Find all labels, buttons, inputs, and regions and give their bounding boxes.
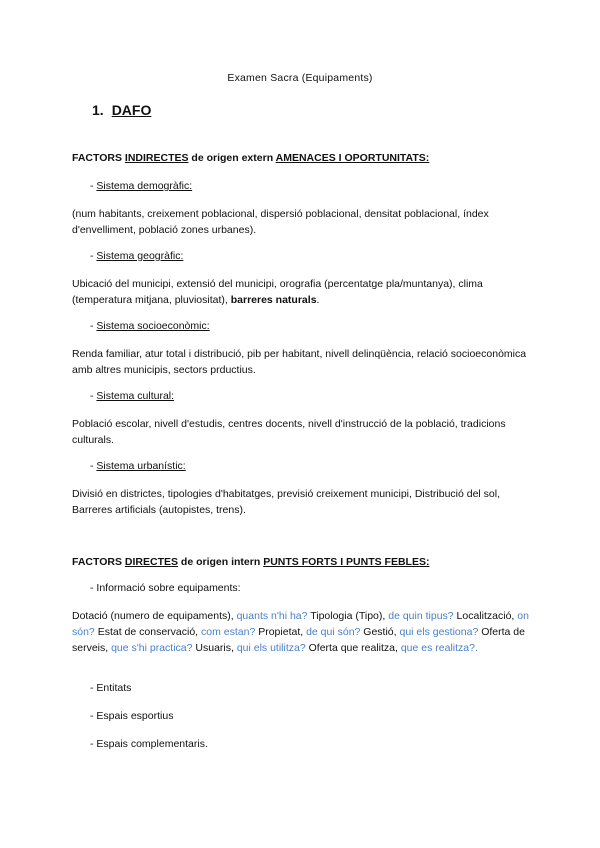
question-part: que s'hi practica? (111, 642, 193, 654)
paragraph-informacio (72, 608, 542, 656)
subsection-cultural: - Sistema cultural: (90, 390, 175, 402)
bullet-entitats: - Entitats (90, 682, 132, 694)
heading-part: de origen intern (178, 556, 264, 568)
paragraph-text: Ubicació del municipi, extensió del municipi, orografia (percentatge pla/muntanya), clima (temperatura mitjana, pluviositat), (72, 278, 483, 306)
heading-underlined: PUNTS FORTS I PUNTS FEBLES: (263, 556, 430, 568)
bullet-espais-esportius: - Espais esportius (90, 710, 174, 722)
subsection-label: Sistema urbanístic: (96, 460, 186, 472)
heading-part: FACTORS (72, 152, 125, 164)
heading-text: DAFO (111, 102, 152, 118)
text-part: Propietat, (255, 626, 307, 638)
heading-underlined: INDIRECTES (124, 152, 189, 164)
subsection-demografic: - Sistema demogràfic: (90, 180, 193, 192)
subsection-socioeconomic: - Sistema socioeconòmic: (90, 320, 210, 332)
subsection-label: Sistema socioeconòmic: (96, 320, 210, 332)
subsection-urbanistic: - Sistema urbanístic: (90, 460, 186, 472)
document-title: Examen Sacra (Equipaments) (227, 72, 373, 84)
text-part: Usuaris, (192, 642, 237, 654)
heading-dafo (92, 102, 151, 118)
subsection-geografic: - Sistema geogràfic: (90, 250, 184, 262)
heading-number: 1. (92, 102, 104, 118)
paragraph-socioeconomic (72, 346, 542, 378)
text-part: Gestió, (360, 626, 400, 638)
heading-part: de origen extern (188, 152, 276, 164)
text-part: Dotació (numero de equipaments), (72, 610, 237, 622)
text-part: Localització, (453, 610, 518, 622)
text-part: Oferta de serveis, (72, 626, 525, 654)
text-part: Estat de conservació, (94, 626, 202, 638)
question-part: de quin tipus? (388, 610, 454, 622)
subsection-informacio: - Informació sobre equipaments: (90, 582, 241, 594)
paragraph-demografic (72, 206, 542, 238)
paragraph-cultural (72, 416, 542, 448)
heading-underlined: AMENACES I OPORTUNITATS: (275, 152, 430, 164)
text-part: Tipologia (Tipo), (307, 610, 389, 622)
question-part: que es realitza?. (400, 642, 478, 654)
subsection-label: Sistema demogràfic: (96, 180, 193, 192)
paragraph-end: . (316, 294, 320, 306)
subsection-label: Sistema geogràfic: (96, 250, 184, 262)
question-part: qui els gestiona? (399, 626, 479, 638)
paragraph-geografic (72, 276, 542, 308)
subsection-label: Sistema cultural: (96, 390, 175, 402)
question-part: com estan? (201, 626, 256, 638)
heading-underlined: DIRECTES (124, 556, 178, 568)
section-indirect-heading (72, 152, 429, 164)
paragraph-urbanistic (72, 486, 542, 518)
question-part: qui els utilitza? (236, 642, 306, 654)
text-part: Oferta que realitza, (305, 642, 401, 654)
paragraph-bold: barreres naturals (230, 294, 317, 306)
question-part: quants n'hi ha? (236, 610, 308, 622)
question-part: de qui són? (306, 626, 361, 638)
question-part: on són? (72, 610, 529, 638)
paragraph-text: Divisió en districtes, tipologies d'habitatges, previsió creixement municipi, Distribució del sol, Barreres artificials (autopistes, trens). (72, 488, 501, 516)
paragraph-text: Renda familiar, atur total i distribució, pib per habitant, nivell delinqüència, relació socioeconòmica amb altres municipis, sectors prductius. (72, 348, 527, 376)
section-direct-heading (72, 556, 429, 568)
heading-part: FACTORS (72, 556, 125, 568)
paragraph-text: Població escolar, nivell d'estudis, centres docents, nivell d'instrucció de la població, tradicions culturals. (72, 418, 506, 446)
bullet-espais-complementaris: - Espais complementaris. (90, 738, 208, 750)
paragraph-text: (num habitants, creixement poblacional, dispersió poblacional, densitat poblacional, índex d'envelliment, població zones urbanes). (72, 208, 489, 236)
